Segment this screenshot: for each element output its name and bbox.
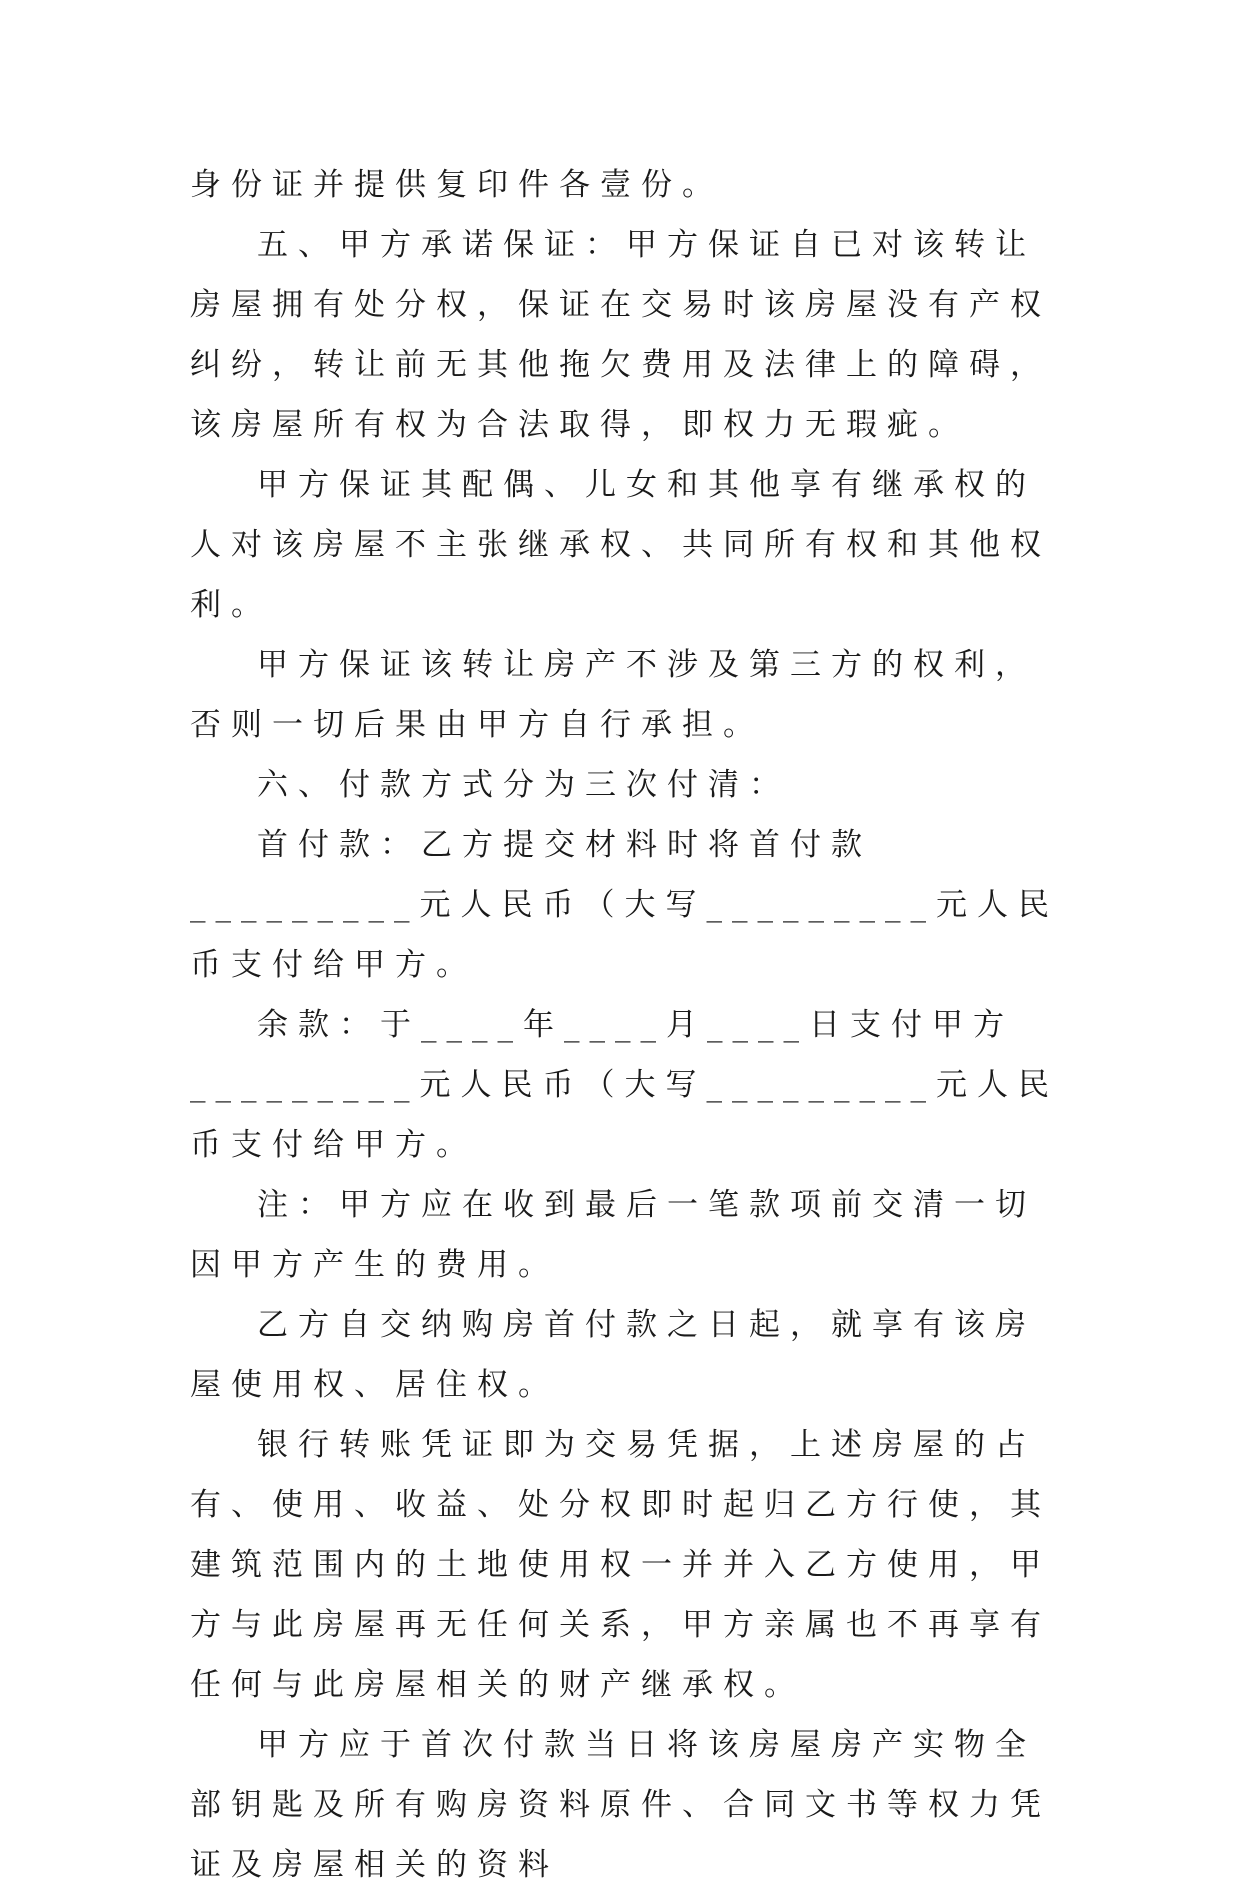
paragraph-payment-heading: 六、付款方式分为三次付清： (257, 767, 790, 803)
paragraph-id-copies: 身份证并提供复印件各壹份。 (190, 167, 723, 203)
paragraph-family-rights: 甲方保证其配偶、儿女和其他享有继承权的人对该房屋不主张继承权、共同所有权和其他权利。 (190, 467, 1051, 623)
paragraph-keys-handover: 甲方应于首次付款当日将该房屋房产实物全部钥匙及所有购房资料原件、合同文书等权力凭证及房屋相关的资料 (190, 1727, 1051, 1883)
paragraph-seller-guarantee: 五、甲方承诺保证：甲方保证自已对该转让房屋拥有处分权，保证在交易时该房屋没有产权纠纷，转让前无其他拖欠费用及法律上的障碍，该房屋所有权为合法取得，即权力无瑕疵。 (190, 227, 1051, 443)
paragraph-balance-payment: 余款：于____年____月____日支付甲方_________元人民币（大写_________元人民币支付给甲方。 (190, 1007, 1059, 1163)
paragraph-down-payment: 首付款：乙方提交材料时将首付款_________元人民币（大写_________元人民币支付给甲方。 (190, 827, 1059, 983)
paragraph-note-fees: 注：甲方应在收到最后一笔款项前交清一切因甲方产生的费用。 (190, 1187, 1036, 1283)
contract-body (190, 155, 1070, 1895)
paragraph-third-party: 甲方保证该转让房产不涉及第三方的权利，否则一切后果由甲方自行承担。 (190, 647, 1036, 743)
paragraph-usage-rights: 乙方自交纳购房首付款之日起，就享有该房屋使用权、居住权。 (190, 1307, 1036, 1403)
paragraph-bank-voucher: 银行转账凭证即为交易凭据，上述房屋的占有、使用、收益、处分权即时起归乙方行使，其建筑范围内的土地使用权一并并入乙方使用，甲方与此房屋再无任何关系，甲方亲属也不再享有任何与此房屋相关的财产继承权。 (190, 1427, 1051, 1703)
